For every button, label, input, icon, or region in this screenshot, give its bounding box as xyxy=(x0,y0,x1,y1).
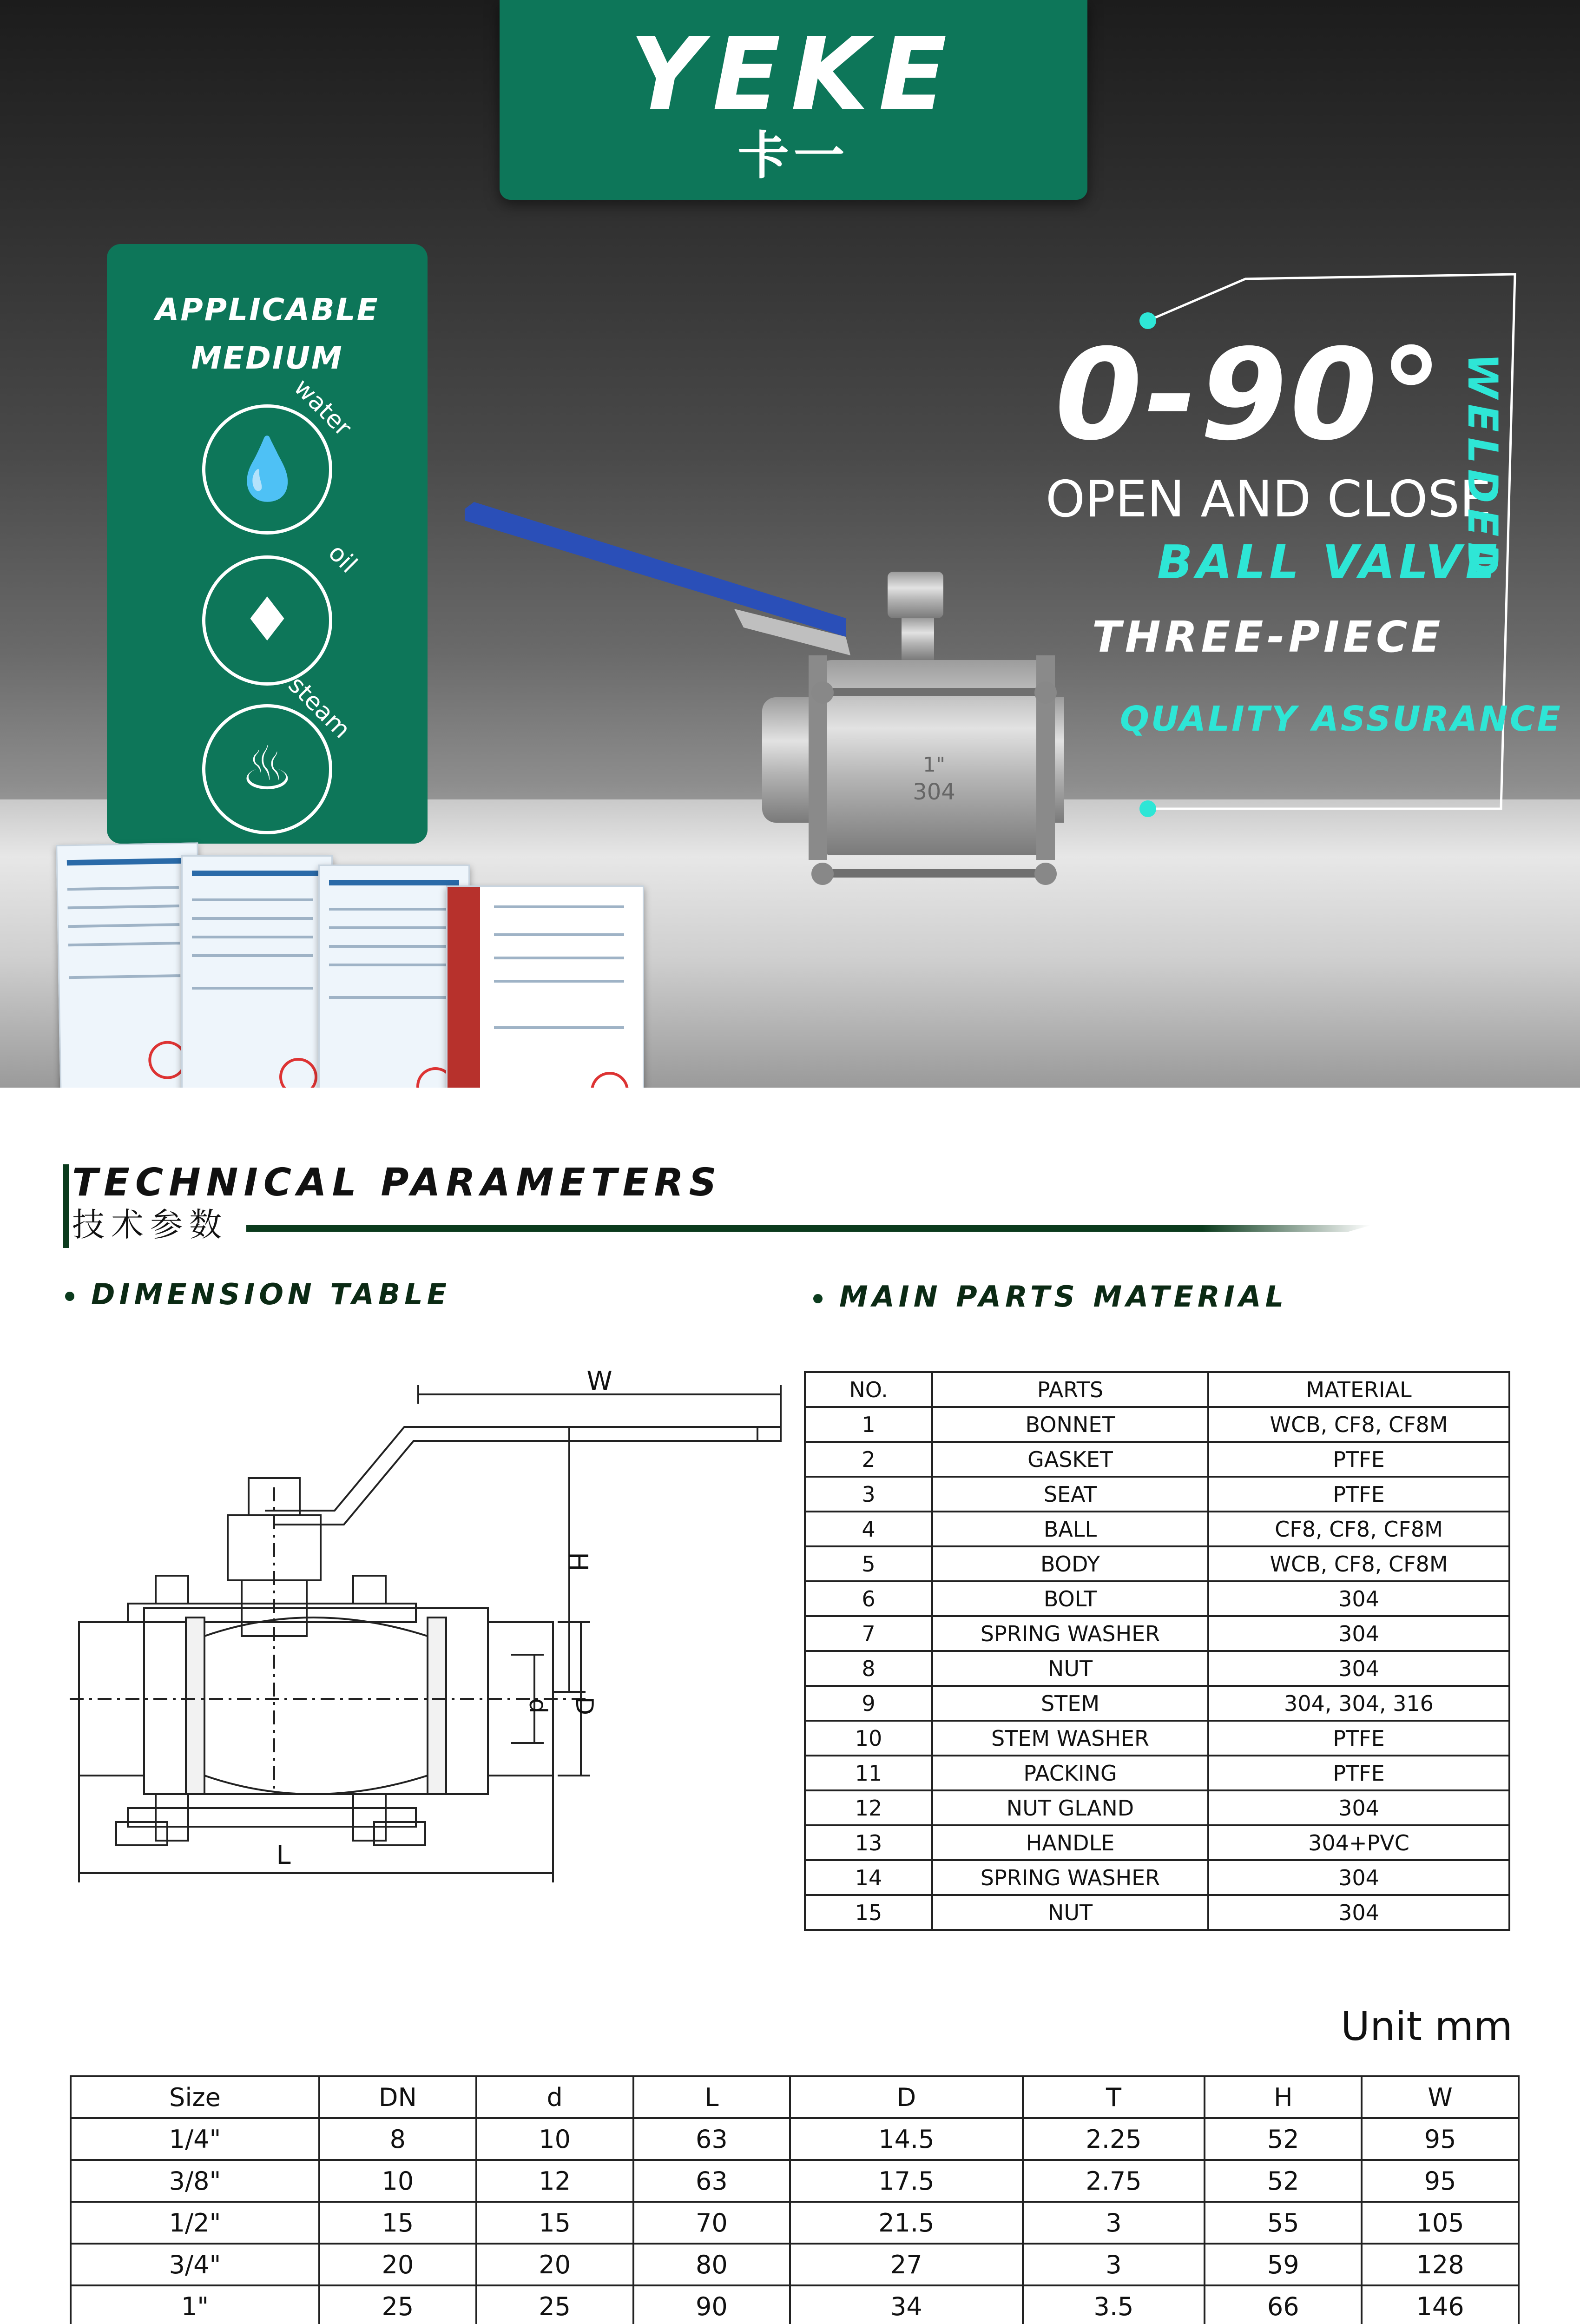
medium-water-label: water xyxy=(288,373,357,442)
table-cell: STEM xyxy=(932,1686,1208,1721)
rotation-angle: 0-90° xyxy=(1055,322,1446,468)
open-close-text: OPEN AND CLOSE xyxy=(1046,470,1492,528)
table-cell: GASKET xyxy=(932,1442,1208,1477)
parts-table-body xyxy=(805,1407,1509,1930)
table-cell: 1" xyxy=(71,2285,319,2324)
table-cell: 146 xyxy=(1362,2285,1519,2324)
table-cell: WCB, CF8, CF8M xyxy=(1208,1407,1509,1442)
table-cell: 15 xyxy=(319,2202,476,2244)
three-piece-text: THREE-PIECE xyxy=(1092,612,1444,662)
table-row xyxy=(805,1616,1509,1651)
column-header: L xyxy=(633,2076,790,2118)
table-cell: PTFE xyxy=(1208,1442,1509,1477)
medium-water xyxy=(202,373,357,535)
water-drops-icon: 💧 xyxy=(230,433,305,504)
table-cell: 95 xyxy=(1362,2160,1519,2202)
table-row xyxy=(71,2118,1519,2160)
applicable-medium-panel xyxy=(107,244,428,844)
table-cell: 7 xyxy=(805,1616,932,1651)
table-cell: 1 xyxy=(805,1407,932,1442)
section-accent-bar xyxy=(63,1164,69,1248)
valve-dimension-drawing xyxy=(70,1357,795,1887)
ball-valve-text: BALL VALVE xyxy=(1157,535,1501,589)
table-cell: 304, 304, 316 xyxy=(1208,1686,1509,1721)
table-cell: NUT xyxy=(932,1895,1208,1930)
table-cell: 17.5 xyxy=(790,2160,1022,2202)
table-cell: 13 xyxy=(805,1825,932,1860)
table-cell: 304+PVC xyxy=(1208,1825,1509,1860)
table-cell: 105 xyxy=(1362,2202,1519,2244)
table-cell: NUT GLAND xyxy=(932,1790,1208,1825)
table-cell: 5 xyxy=(805,1546,932,1581)
dimension-table-heading: DIMENSION TABLE xyxy=(65,1276,451,1313)
table-cell: 63 xyxy=(633,2118,790,2160)
table-cell: 128 xyxy=(1362,2244,1519,2285)
column-header: W xyxy=(1362,2076,1519,2118)
welded-text: WELDED xyxy=(1459,353,1507,582)
table-cell: 2 xyxy=(805,1442,932,1477)
brand-name: YEKE xyxy=(630,16,957,132)
table-cell: STEM WASHER xyxy=(932,1721,1208,1756)
dimension-table-body xyxy=(71,2118,1519,2324)
table-cell: 80 xyxy=(633,2244,790,2285)
parts-material-table xyxy=(804,1371,1510,1931)
table-cell: SPRING WASHER xyxy=(932,1616,1208,1651)
table-row xyxy=(805,1442,1509,1477)
table-cell: 14 xyxy=(805,1860,932,1895)
table-row xyxy=(805,1895,1509,1930)
column-header: d xyxy=(476,2076,633,2118)
brand-chinese-name: 卡一 xyxy=(737,126,849,185)
table-cell: 10 xyxy=(319,2160,476,2202)
dimension-h-label: H xyxy=(563,1552,593,1572)
column-header: MATERIAL xyxy=(1208,1372,1509,1407)
table-cell: 8 xyxy=(319,2118,476,2160)
table-cell: 27 xyxy=(790,2244,1022,2285)
table-cell: 6 xyxy=(805,1581,932,1616)
table-cell: WCB, CF8, CF8M xyxy=(1208,1546,1509,1581)
table-row xyxy=(805,1756,1509,1790)
table-cell: PTFE xyxy=(1208,1721,1509,1756)
table-row xyxy=(805,1546,1509,1581)
table-row xyxy=(805,1825,1509,1860)
table-cell: 90 xyxy=(633,2285,790,2324)
table-row xyxy=(71,2285,1519,2324)
table-cell: 304 xyxy=(1208,1860,1509,1895)
table-cell: SEAT xyxy=(932,1477,1208,1512)
unit-label: Unit mm xyxy=(1341,2003,1513,2050)
table-header-row xyxy=(805,1372,1509,1407)
table-cell: 304 xyxy=(1208,1651,1509,1686)
dimension-l-label: L xyxy=(276,1840,291,1870)
ball-valve-photo xyxy=(455,502,1069,948)
table-cell: 95 xyxy=(1362,2118,1519,2160)
main-parts-material-heading: MAIN PARTS MATERIAL xyxy=(813,1278,1288,1315)
bullet-icon xyxy=(813,1294,823,1303)
table-cell: 52 xyxy=(1205,2160,1362,2202)
table-cell: PTFE xyxy=(1208,1756,1509,1790)
valve-material-marking: 304 xyxy=(913,779,955,805)
table-cell: 14.5 xyxy=(790,2118,1022,2160)
brand-logo xyxy=(500,0,1087,200)
table-cell: 9 xyxy=(805,1686,932,1721)
table-cell: 15 xyxy=(476,2202,633,2244)
table-cell: BOLT xyxy=(932,1581,1208,1616)
column-header: NO. xyxy=(805,1372,932,1407)
column-header: D xyxy=(790,2076,1022,2118)
medium-steam xyxy=(202,671,356,834)
table-row xyxy=(71,2244,1519,2285)
table-cell: 2.75 xyxy=(1023,2160,1205,2202)
table-row xyxy=(805,1477,1509,1512)
table-cell: PTFE xyxy=(1208,1477,1509,1512)
table-cell: 1/2" xyxy=(71,2202,319,2244)
table-cell: 20 xyxy=(319,2244,476,2285)
column-header: PARTS xyxy=(932,1372,1208,1407)
table-cell: 2.25 xyxy=(1023,2118,1205,2160)
table-cell: 304 xyxy=(1208,1581,1509,1616)
table-row xyxy=(805,1790,1509,1825)
table-row xyxy=(805,1512,1509,1546)
column-header: DN xyxy=(319,2076,476,2118)
table-cell: 304 xyxy=(1208,1895,1509,1930)
medium-oil-label: oil xyxy=(323,539,363,579)
table-cell: 59 xyxy=(1205,2244,1362,2285)
table-row xyxy=(805,1651,1509,1686)
table-cell: 52 xyxy=(1205,2118,1362,2160)
technical-parameters-title: TECHNICAL PARAMETERS xyxy=(72,1161,722,1205)
valve-size-marking: 1" xyxy=(922,753,946,777)
medium-steam-label: steam xyxy=(283,671,356,744)
table-cell: BONNET xyxy=(932,1407,1208,1442)
table-cell: 3 xyxy=(1023,2202,1205,2244)
section-rule xyxy=(246,1225,1371,1232)
table-cell: 34 xyxy=(790,2285,1022,2324)
table-cell: 1/4" xyxy=(71,2118,319,2160)
table-cell: 20 xyxy=(476,2244,633,2285)
table-cell: 55 xyxy=(1205,2202,1362,2244)
table-cell: 304 xyxy=(1208,1616,1509,1651)
dimension-w-label: W xyxy=(586,1366,612,1396)
table-cell: 3/8" xyxy=(71,2160,319,2202)
table-cell: 10 xyxy=(805,1721,932,1756)
dimension-table xyxy=(70,2075,1520,2324)
oil-drop-icon: ♦ xyxy=(240,584,295,655)
column-header: T xyxy=(1023,2076,1205,2118)
table-header-row xyxy=(71,2076,1519,2118)
quality-assurance-text: QUALITY ASSURANCE xyxy=(1120,699,1562,739)
table-cell: HANDLE xyxy=(932,1825,1208,1860)
table-cell: BALL xyxy=(932,1512,1208,1546)
medium-title: APPLICABLE MEDIUM xyxy=(155,292,379,376)
certificate-1 xyxy=(56,842,203,1088)
table-cell: 10 xyxy=(476,2118,633,2160)
table-cell: 15 xyxy=(805,1895,932,1930)
table-row xyxy=(805,1581,1509,1616)
table-cell: 25 xyxy=(319,2285,476,2324)
table-cell: 304 xyxy=(1208,1790,1509,1825)
table-cell: 25 xyxy=(476,2285,633,2324)
technical-parameters-subtitle: 技术参数 xyxy=(72,1206,228,1244)
table-cell: 70 xyxy=(633,2202,790,2244)
table-cell: 66 xyxy=(1205,2285,1362,2324)
dimension-d-small-label: d xyxy=(524,1698,552,1714)
table-cell: 8 xyxy=(805,1651,932,1686)
table-row xyxy=(805,1721,1509,1756)
table-row xyxy=(71,2202,1519,2244)
column-header: H xyxy=(1205,2076,1362,2118)
table-cell: 3 xyxy=(805,1477,932,1512)
table-cell: 63 xyxy=(633,2160,790,2202)
hero-banner xyxy=(0,0,1580,1088)
table-row xyxy=(805,1860,1509,1895)
table-cell: SPRING WASHER xyxy=(932,1860,1208,1895)
table-cell: 3 xyxy=(1023,2244,1205,2285)
certificate-2 xyxy=(181,855,333,1088)
table-cell: 21.5 xyxy=(790,2202,1022,2244)
table-cell: PACKING xyxy=(932,1756,1208,1790)
table-cell: 12 xyxy=(805,1790,932,1825)
medium-oil xyxy=(202,539,363,686)
table-row xyxy=(805,1686,1509,1721)
dimension-d-large-label: D xyxy=(570,1696,598,1716)
table-row xyxy=(71,2160,1519,2202)
bullet-icon xyxy=(65,1292,74,1301)
table-cell: 11 xyxy=(805,1756,932,1790)
table-cell: BODY xyxy=(932,1546,1208,1581)
table-cell: 3.5 xyxy=(1023,2285,1205,2324)
table-cell: NUT xyxy=(932,1651,1208,1686)
table-cell: 3/4" xyxy=(71,2244,319,2285)
table-cell: 4 xyxy=(805,1512,932,1546)
column-header: Size xyxy=(71,2076,319,2118)
steam-icon: ♨ xyxy=(240,733,295,804)
table-cell: CF8, CF8, CF8M xyxy=(1208,1512,1509,1546)
table-cell: 12 xyxy=(476,2160,633,2202)
table-row xyxy=(805,1407,1509,1442)
